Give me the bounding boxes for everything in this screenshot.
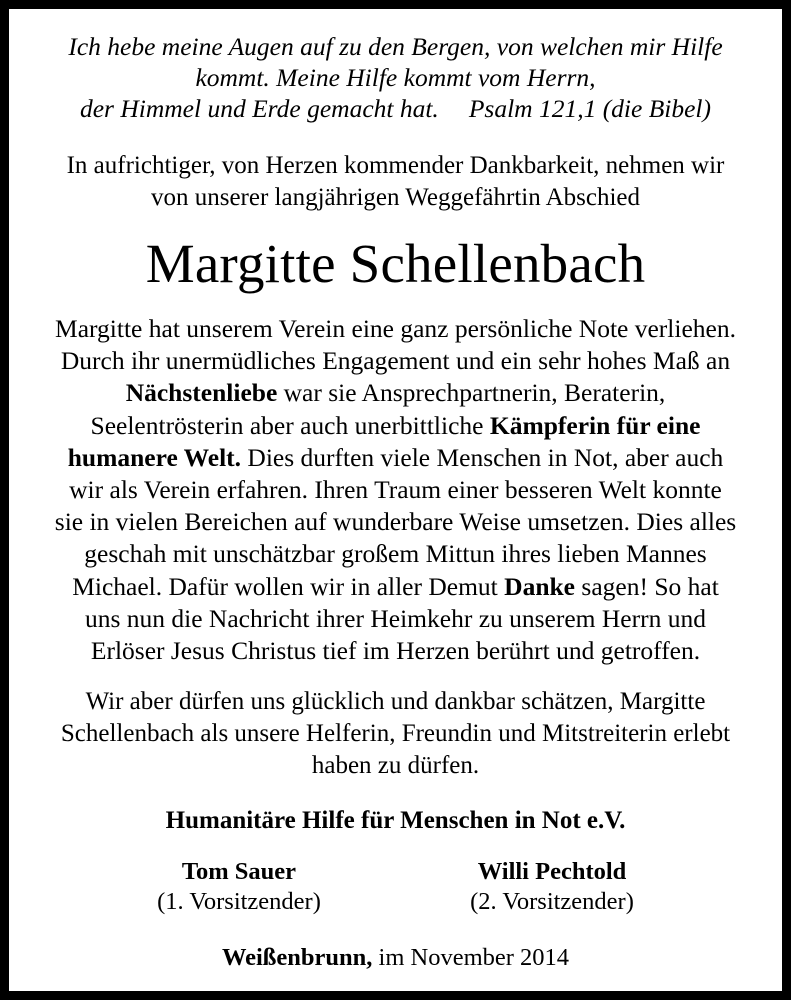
notice-content: [9, 9, 782, 991]
tribute-paragraph: [46, 313, 745, 667]
place-and-date: [46, 943, 745, 973]
deceased-name: Margitte Schellenbach: [145, 233, 646, 294]
tribute-part-3: Dies durften viele Menschen in Not, aber auch wir als Verein erfahren. Ihren Traum einer besseren Welt konnte sie in vielen Bereichen auf wunderbare Weise umsetzen. Dies alles geschah mit unschätzbar großem Mittun ihres lieben Mannes Michael. Dafür wollen wir in aller Demut: [54, 442, 737, 601]
signatory-role: (1. Vorsitzender): [157, 888, 321, 916]
scripture-line-2: kommt. Meine Hilfe kommt vom Herrn,: [195, 63, 596, 92]
scripture-line-1: Ich hebe meine Augen auf zu den Bergen, von welchen mir Hilfe: [68, 32, 723, 61]
signatory-role: (2. Vorsitzender): [470, 888, 634, 916]
signatory-name: Tom Sauer: [181, 858, 297, 886]
notice-date: im November 2014: [372, 944, 570, 972]
signatories: [46, 857, 745, 917]
intro-text: In aufrichtiger, von Herzen kommender Dankbarkeit, nehmen wir von unserer langjährigen Weggefährtin Abschied: [66, 152, 725, 211]
organization-name: Humanitäre Hilfe für Menschen in Not e.V.: [165, 807, 626, 835]
tribute-emphasis-naechstenliebe: Nächstenliebe: [125, 378, 278, 408]
gratitude-paragraph: Wir aber dürfen uns glücklich und dankbar schätzen, Margitte Schellenbach als unsere Helferin, Freundin und Mitstreiterin erlebt haben zu dürfen.: [60, 688, 731, 780]
tribute-part-1: Margitte hat unserem Verein eine ganz persönliche Note verliehen. Durch ihr unermüdliches Engagement und ein sehr hohes Maß an: [55, 314, 736, 376]
signatory-name: Willi Pechtold: [477, 858, 627, 886]
scripture-attribution: Psalm 121,1 (die Bibel): [468, 94, 712, 123]
scripture-line-3: der Himmel und Erde gemacht hat.: [79, 94, 439, 123]
tribute-part-2: war sie Ansprechpartnerin, Beraterin, Seelentrösterin aber auch unerbittliche: [90, 378, 666, 440]
signatory-second: [396, 857, 709, 917]
signatory-first: [83, 857, 396, 917]
place-name: Weißenbrunn,: [221, 944, 373, 972]
tribute-emphasis-kaempferin: Kämpferin für eine humanere Welt.: [67, 410, 701, 472]
tribute-part-4: sagen! So hat uns nun die Nachricht ihrer Heimkehr zu unserem Herrn und Erlöser Jesus Christus tief im Herzen berührt und getroffen.: [84, 571, 719, 666]
tribute-emphasis-danke: Danke: [504, 571, 576, 601]
scripture-quote: [46, 31, 745, 124]
